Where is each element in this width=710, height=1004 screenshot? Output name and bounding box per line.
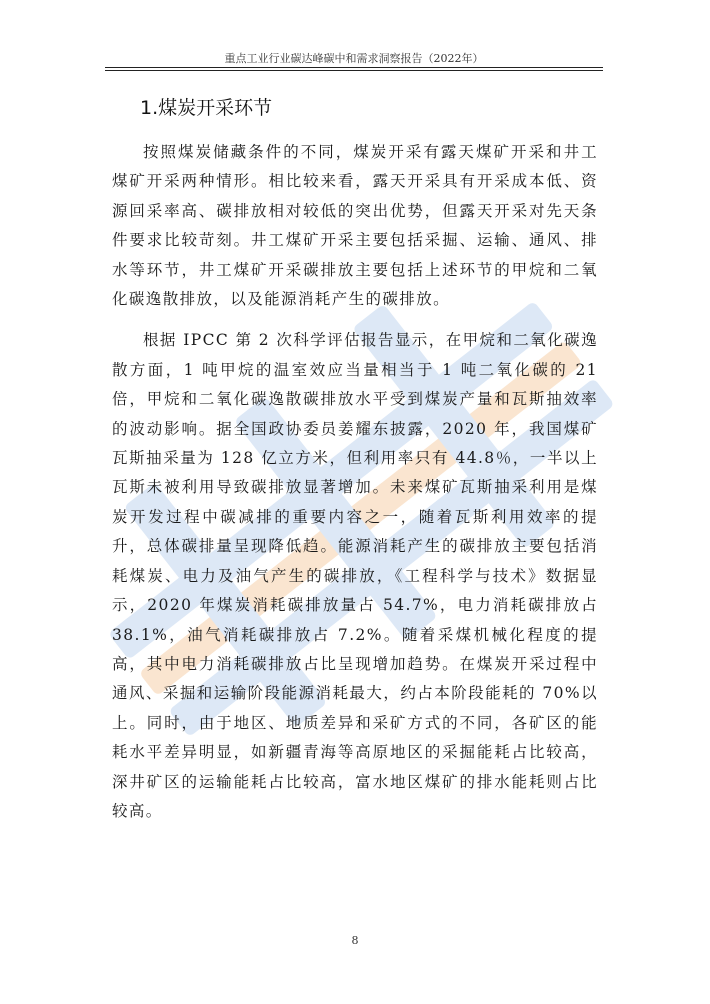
page-header <box>105 50 603 72</box>
paragraph-1: 按照煤炭储藏条件的不同，煤炭开采有露天煤矿开采和井工煤矿开采两种情形。相比较来看，露天开采具有开采成本低、资源回采率高、碳排放相对较低的突出优势，但露天开采对先天条件要求比较苛刻。井工煤矿开采主要包括采掘、运输、通风、排水等环节，井工煤矿开采碳排放主要包括上述环节的甲烷和二氧化碳逸散排放，以及能源消耗产生的碳排放。 <box>112 143 598 309</box>
paragraph-2: 根据 IPCC 第 2 次科学评估报告显示，在甲烷和二氧化碳逸散方面，1 吨甲烷的温室效应当量相当于 1 吨二氧化碳的 21 倍，甲烷和二氧化碳逸散碳排放水平受到煤炭产量和瓦斯抽效率的波动影响。据全国政协委员姜耀东披露，2020 年，我国煤矿瓦斯抽采量为 128 亿立方米，但利用率只有 44.8％，一半以上瓦斯未被利用导致碳排放显著增加。未来煤矿瓦斯抽采利用是煤炭开发过程中碳减排的重要内容之一，随着瓦斯利用效率的提升，总体碳排量呈现降低趋。能源消耗产生的碳排放主要包括消耗煤炭、电力及油气产生的碳排放，《工程科学与技术》数据显示，2020 年煤炭消耗碳排放量占 54.7%，电力消耗碳排放占 38.1%，油气消耗碳排放占 7.2%。随着采煤机械化程度的提高，其中电力消耗碳排放占比呈现增加趋势。在煤炭开采过程中通风、采掘和运输阶段能源消耗最大，约占本阶段能耗的 70%以上。同时，由于地区、地质差异和采矿方式的不同，各矿区的能耗水平差异明显，如新疆青海等高原地区的采掘能耗占比较高，深井矿区的运输能耗占比较高，富水地区煤矿的排水能耗则占比较高。 <box>112 331 598 820</box>
page-content <box>112 88 598 826</box>
header-rule <box>105 67 603 68</box>
section-title: 1.煤炭开采环节 <box>140 97 273 119</box>
header-rule-thin <box>105 70 603 71</box>
header-title: 重点工业行业碳达峰碳中和需求洞察报告（2022年） <box>224 52 484 65</box>
page-number: 8 <box>351 934 359 947</box>
